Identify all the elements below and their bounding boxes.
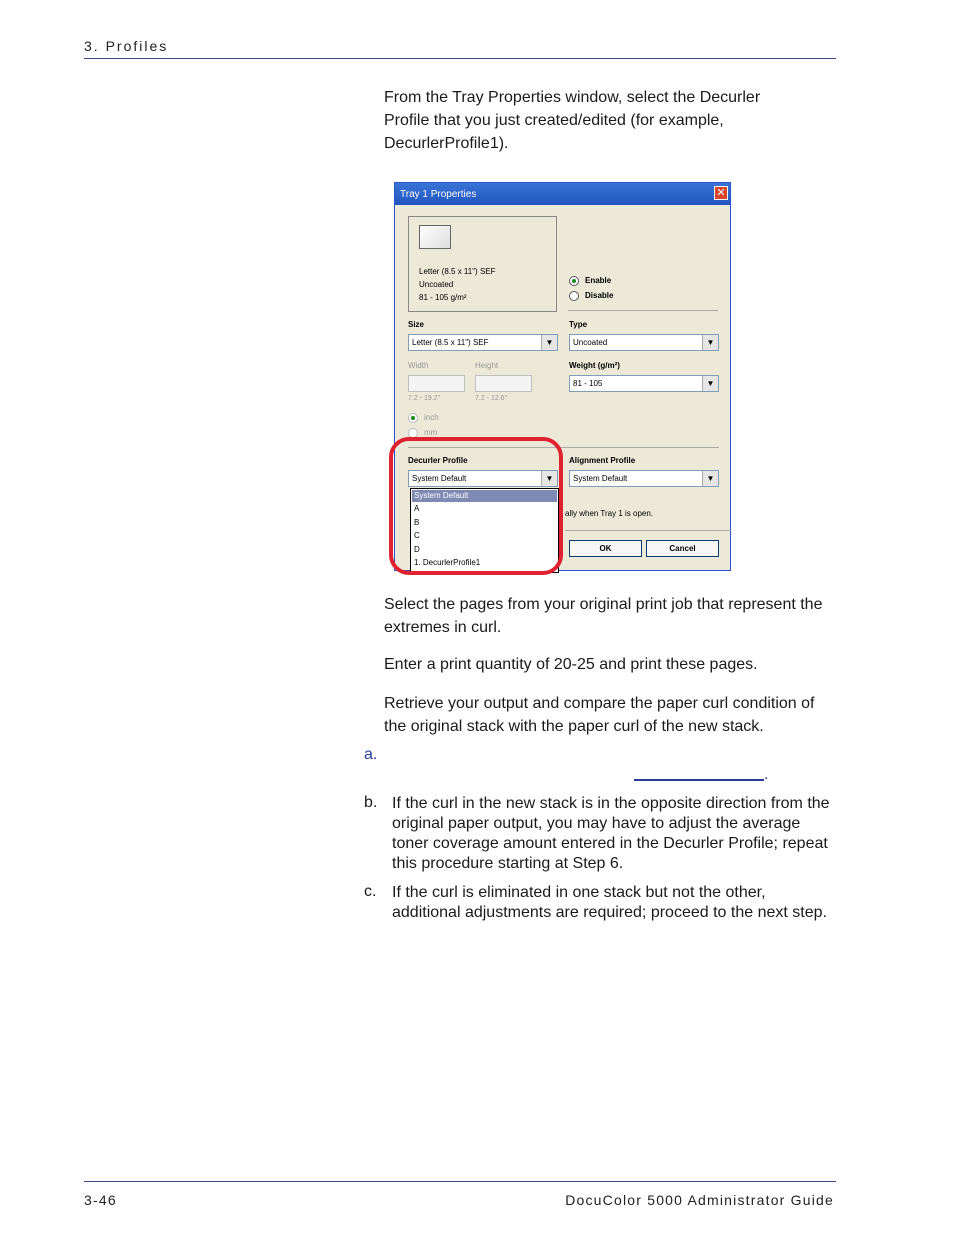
inch-radio[interactable] [408, 413, 418, 423]
decurler-profile-select[interactable]: System Default ▼ [408, 470, 558, 487]
dropdown-option[interactable]: C [414, 531, 420, 540]
disable-label: Disable [585, 291, 614, 300]
step-b-letter: b. [364, 794, 378, 811]
cancel-button[interactable]: Cancel [646, 540, 719, 557]
type-select[interactable]: Uncoated ▼ [569, 334, 719, 351]
height-input[interactable] [475, 375, 532, 392]
step-c-letter: c. [364, 883, 377, 900]
chevron-down-icon: ▼ [541, 335, 557, 350]
preview-type: Uncoated [419, 280, 454, 289]
chevron-down-icon: ▼ [702, 335, 718, 350]
chevron-down-icon: ▼ [702, 376, 718, 391]
dropdown-option[interactable]: D [414, 545, 420, 554]
dropdown-option[interactable]: 1. DecurlerProfile1 [414, 558, 481, 567]
size-label: Size [408, 320, 425, 329]
paragraph-compare-curl: Retrieve your output and compare the paper curl condition of the original stack with the paper curl of the new stack. [384, 695, 815, 735]
separator [565, 530, 731, 531]
guide-title: DocuColor 5000 Administrator Guide [565, 1192, 834, 1208]
dialog-title: Tray 1 Properties [400, 189, 477, 200]
preview-size: Letter (8.5 x 11") SEF [419, 267, 496, 276]
alignment-profile-label: Alignment Profile [569, 456, 636, 465]
page-number: 3-46 [84, 1192, 117, 1208]
highlight-circle [389, 437, 563, 575]
chevron-down-icon: ▼ [702, 471, 718, 486]
link-underline[interactable] [634, 779, 764, 781]
step-b-text: If the curl in the new stack is in the opposite direction from the original paper output, you may have to adjust the average toner coverage amount entered in the Decurler Profile; repeat this procedure starting at Step 6. [392, 795, 830, 872]
header-rule [84, 58, 836, 59]
intro-paragraph: From the Tray Properties window, select the Decurler Profile that you just created/edited (for example, DecurlerProfile1). [384, 89, 761, 152]
step-c-text: If the curl is eliminated in one stack but not the other, additional adjustments are required; proceed to the next step. [392, 884, 827, 921]
disable-radio[interactable] [569, 291, 579, 301]
height-label: Height [475, 361, 499, 370]
partial-hint-text: ally when Tray 1 is open. [565, 509, 654, 518]
weight-label: Weight (g/m²) [569, 361, 620, 370]
dialog-title-bar [395, 183, 730, 205]
paragraph-select-pages: Select the pages from your original print job that represent the extremes in curl. [384, 596, 823, 636]
decurler-profile-label: Decurler Profile [408, 456, 468, 465]
step-a-letter: a. [364, 746, 378, 763]
dropdown-option[interactable]: A [414, 504, 420, 513]
height-range: 7.2 - 12.6" [475, 395, 508, 402]
footer-rule [84, 1181, 836, 1182]
dropdown-option[interactable]: System Default [414, 491, 469, 500]
paragraph-print-quantity: Enter a print quantity of 20-25 and print these pages. [384, 656, 758, 673]
separator [568, 310, 718, 311]
width-range: 7.2 - 19.2" [408, 395, 441, 402]
size-select[interactable]: Letter (8.5 x 11") SEF ▼ [408, 334, 558, 351]
inch-label: inch [424, 413, 439, 422]
close-icon[interactable]: ✕ [714, 186, 728, 200]
width-label: Width [408, 361, 429, 370]
ok-button[interactable]: OK [569, 540, 642, 557]
paper-icon [419, 225, 451, 249]
enable-label: Enable [585, 276, 612, 285]
preview-weight: 81 - 105 g/m² [419, 293, 467, 302]
mm-label: mm [424, 428, 438, 437]
paper-preview [408, 216, 557, 312]
enable-radio[interactable] [569, 276, 579, 286]
alignment-profile-select[interactable]: System Default ▼ [569, 470, 719, 487]
weight-select[interactable]: 81 - 105 ▼ [569, 375, 719, 392]
dropdown-option[interactable]: B [414, 518, 420, 527]
chevron-down-icon: ▼ [541, 471, 557, 486]
link-period: . [764, 766, 769, 783]
width-input[interactable] [408, 375, 465, 392]
type-label: Type [569, 320, 588, 329]
chapter-header: 3. Profiles [84, 38, 169, 54]
